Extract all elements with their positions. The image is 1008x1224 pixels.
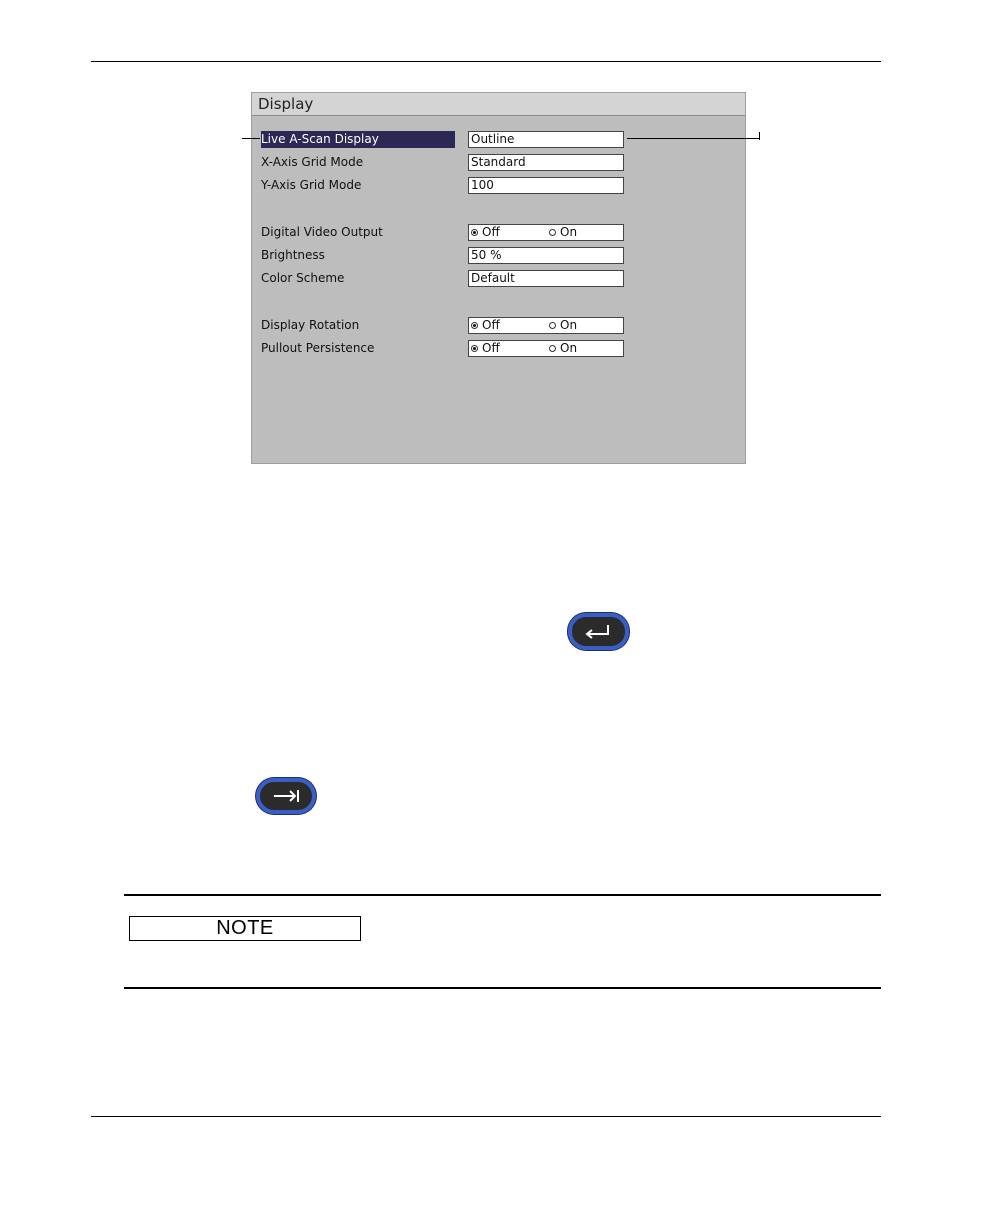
radio-option-off[interactable]: Off bbox=[471, 341, 500, 356]
next-key-button[interactable] bbox=[256, 778, 316, 814]
display-menu-panel bbox=[251, 92, 746, 464]
menu-item-digital-video-output[interactable]: Digital Video Output bbox=[261, 225, 383, 239]
radio-checked-icon bbox=[471, 345, 478, 352]
radio-option-off[interactable]: Off bbox=[471, 318, 500, 333]
menu-item-pullout-persistence[interactable]: Pullout Persistence bbox=[261, 341, 375, 355]
pullout-persistence-toggle[interactable] bbox=[468, 340, 624, 357]
enter-key-button[interactable] bbox=[568, 613, 629, 650]
menu-title: Display bbox=[252, 93, 745, 116]
page-footer-rule bbox=[91, 1116, 881, 1117]
note-top-rule bbox=[124, 894, 881, 896]
live-a-scan-display-value[interactable]: Outline bbox=[468, 131, 624, 148]
menu-item-color-scheme[interactable]: Color Scheme bbox=[261, 271, 345, 285]
radio-unchecked-icon bbox=[549, 229, 556, 236]
callout-line-left bbox=[242, 138, 260, 139]
radio-unchecked-icon bbox=[549, 345, 556, 352]
display-rotation-toggle[interactable] bbox=[468, 317, 624, 334]
next-tab-icon bbox=[260, 782, 312, 810]
page-header-rule bbox=[91, 61, 881, 62]
radio-option-off[interactable]: Off bbox=[471, 225, 500, 240]
menu-item-live-a-scan-display[interactable]: Live A-Scan Display bbox=[261, 131, 455, 148]
brightness-value[interactable]: 50 % bbox=[468, 247, 624, 264]
menu-item-brightness[interactable]: Brightness bbox=[261, 248, 325, 262]
note-bottom-rule bbox=[124, 987, 881, 989]
radio-option-on[interactable]: On bbox=[549, 225, 577, 240]
menu-item-y-axis-grid-mode[interactable]: Y-Axis Grid Mode bbox=[261, 178, 362, 192]
radio-option-on[interactable]: On bbox=[549, 318, 577, 333]
radio-checked-icon bbox=[471, 229, 478, 236]
color-scheme-value[interactable]: Default bbox=[468, 270, 624, 287]
radio-unchecked-icon bbox=[549, 322, 556, 329]
radio-checked-icon bbox=[471, 322, 478, 329]
radio-option-on[interactable]: On bbox=[549, 341, 577, 356]
callout-line-right bbox=[627, 138, 760, 139]
menu-item-x-axis-grid-mode[interactable]: X-Axis Grid Mode bbox=[261, 155, 364, 169]
x-axis-grid-mode-value[interactable]: Standard bbox=[468, 154, 624, 171]
menu-item-display-rotation[interactable]: Display Rotation bbox=[261, 318, 360, 332]
digital-video-output-toggle[interactable] bbox=[468, 224, 624, 241]
note-label: NOTE bbox=[129, 916, 361, 941]
callout-tick-right bbox=[759, 132, 760, 140]
y-axis-grid-mode-value[interactable]: 100 bbox=[468, 177, 624, 194]
enter-return-icon bbox=[572, 617, 625, 646]
